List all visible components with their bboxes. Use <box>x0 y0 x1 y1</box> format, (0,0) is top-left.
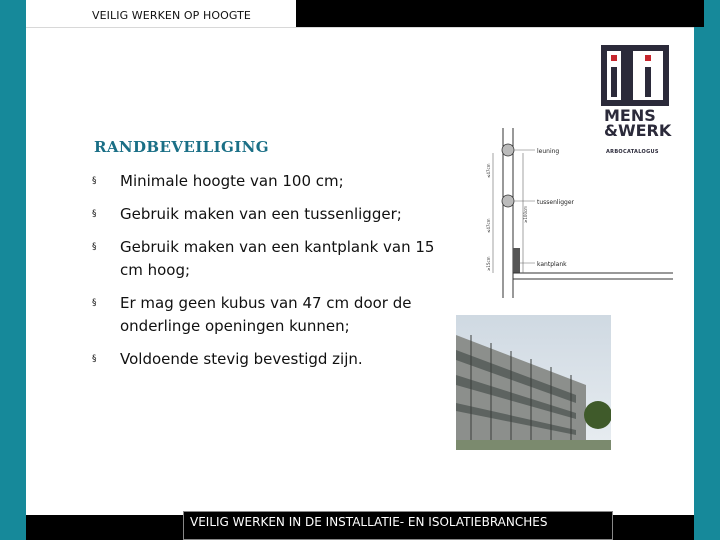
bullet-item <box>92 203 462 226</box>
top-rail <box>502 144 514 156</box>
guardrail-diagram <box>483 123 683 303</box>
label-tussenligger: tussenligger <box>537 199 575 206</box>
bullet-text: Gebruik maken van een kantplank van 15 cm hoog; <box>120 238 435 279</box>
photo-ground <box>456 440 611 450</box>
label-leuning: leuning <box>537 148 560 155</box>
middle-rail <box>502 195 514 207</box>
dim-height: ≥100cm <box>523 205 528 223</box>
left-accent-band <box>0 0 26 540</box>
bullet-marker: § <box>92 354 97 364</box>
logo-stem-right <box>645 67 651 97</box>
bullet-item <box>92 292 462 338</box>
right-accent-band <box>694 0 720 540</box>
toe-board <box>513 248 520 273</box>
bullet-marker: § <box>92 176 97 186</box>
bullet-text: Voldoende stevig bevestigd zijn. <box>120 350 363 368</box>
bullet-marker: § <box>92 209 97 219</box>
label-kantplank: kantplank <box>537 261 567 268</box>
slide-heading: RANDBEVEILIGING <box>94 138 269 156</box>
bullet-marker: § <box>92 242 97 252</box>
header-rule <box>26 27 694 28</box>
footer-title: VEILIG WERKEN IN DE INSTALLATIE- EN ISOLATIEBRANCHES <box>190 515 548 529</box>
bullet-list <box>92 170 462 381</box>
bullet-text: Minimale hoogte van 100 cm; <box>120 172 344 190</box>
logo-tagline: ARBOCATALOGUS <box>606 149 659 155</box>
bullet-item <box>92 348 462 371</box>
logo-line1: MENS <box>604 106 656 125</box>
header-title: VEILIG WERKEN OP HOOGTE <box>92 9 251 22</box>
dim-toeboard: ≥15cm <box>486 256 491 271</box>
photo-tree <box>584 401 611 429</box>
bullet-item <box>92 236 462 282</box>
dim-upper: ≤47cm <box>486 163 491 178</box>
building-scaffold-photo <box>456 315 611 450</box>
logo-dot-left <box>611 55 617 61</box>
bullet-text: Gebruik maken van een tussenligger; <box>120 205 402 223</box>
dim-lower: ≤47cm <box>486 218 491 233</box>
logo-line2: &WERK <box>604 121 672 140</box>
logo-stem-left <box>611 67 617 97</box>
bullet-marker: § <box>92 298 97 308</box>
bullet-text: Er mag geen kubus van 47 cm door de onderlinge openingen kunnen; <box>120 294 412 335</box>
bullet-item <box>92 170 462 193</box>
logo-dot-right <box>645 55 651 61</box>
